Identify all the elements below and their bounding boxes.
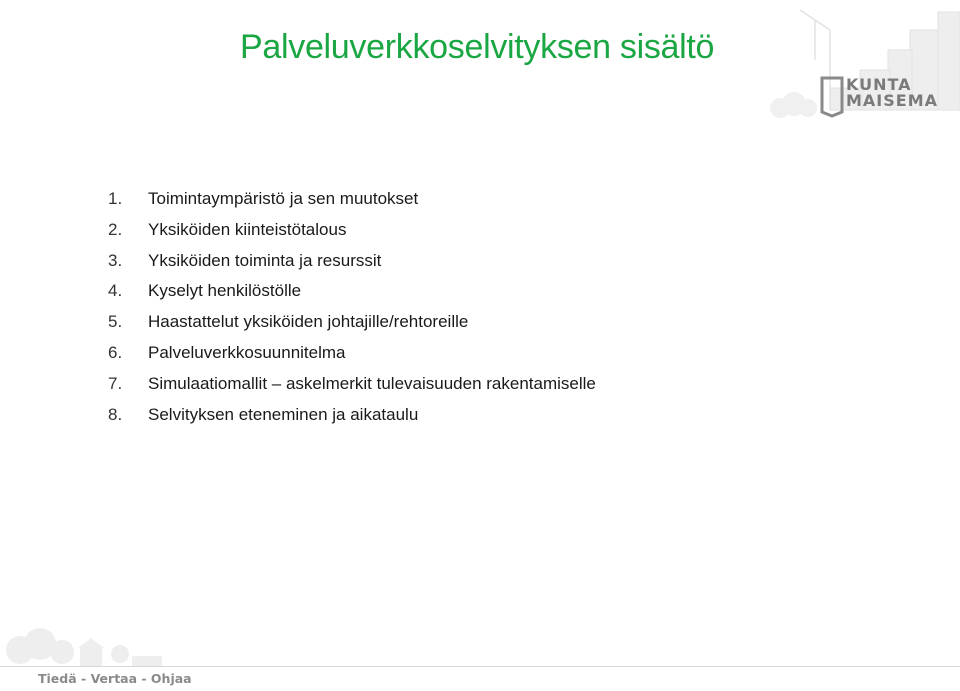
trees-illustration [0, 620, 200, 672]
list-item [108, 402, 596, 433]
footer-tagline: Tiedä - Vertaa - Ohjaa [38, 671, 192, 686]
list-item-number: 1. [108, 189, 123, 208]
list-item-number: 5. [108, 312, 123, 332]
logo-text-kunta: KUNTA [846, 75, 912, 94]
list-item-text: Selvityksen eteneminen ja aikataulu [148, 404, 419, 424]
list-item-text: Toimintaympäristö ja sen muutokset [148, 189, 419, 208]
list-item [108, 278, 596, 309]
list-item [108, 340, 596, 371]
list-item [108, 248, 596, 279]
list-item [108, 371, 596, 402]
list-item-text: Yksiköiden kiinteistötalous [148, 219, 347, 239]
list-item-number: 3. [108, 250, 123, 270]
list-item-text: Palveluverkkosuunnitelma [148, 342, 346, 362]
footer-divider [0, 666, 960, 667]
contents-list [108, 186, 596, 432]
list-item-text: Haastattelut yksiköiden johtajille/rehtoreille [148, 312, 469, 332]
slide-title: Palveluverkkoselvityksen sisältö [240, 28, 715, 66]
list-item-number: 6. [108, 342, 123, 362]
list-item [108, 217, 596, 248]
list-item-number: 7. [108, 373, 123, 393]
list-item-number: 8. [108, 404, 123, 424]
list-item-number: 4. [108, 281, 123, 301]
list-item [108, 186, 596, 217]
list-item-text: Yksiköiden toiminta ja resurssit [148, 250, 382, 270]
list-item-number: 2. [108, 219, 123, 239]
list-item-text: Kyselyt henkilöstölle [148, 281, 302, 301]
list-item-text: Simulaatiomallit – askelmerkit tulevaisuuden rakentamiselle [148, 373, 596, 393]
logo-text-maisema: MAISEMA [846, 91, 939, 110]
list-item [108, 309, 596, 340]
